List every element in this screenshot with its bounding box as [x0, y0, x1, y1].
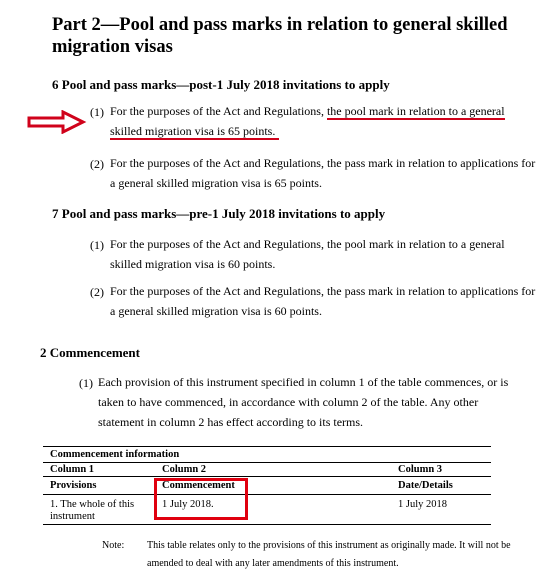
- cell-date: 1 July 2018: [398, 499, 448, 510]
- table-caption-row: [43, 447, 491, 463]
- s2-p1-line2: taken to have commenced, in accordance with column 2 of the table. Any other: [98, 395, 479, 409]
- note-line2: amended to deal with any later amendments of this instrument.: [147, 558, 399, 569]
- cell-provision: 1. The whole of this instrument: [50, 499, 135, 522]
- red-highlight-box: [154, 478, 248, 520]
- s2-p1-number: (1): [79, 376, 93, 390]
- s7-p2-line2: a general skilled migration visa is 60 points.: [110, 304, 322, 318]
- part-title: [52, 14, 532, 58]
- header-commencement: Commencement: [162, 480, 235, 491]
- s7-p1-number: (1): [90, 238, 104, 252]
- note-label: Note:: [102, 540, 125, 551]
- table-caption: Commencement information: [50, 449, 180, 460]
- s7-p2-text: [110, 281, 540, 321]
- s6-p1-line1-pre: For the purposes of the Act and Regulations,: [110, 104, 327, 118]
- table-header-row: [43, 477, 491, 495]
- s6-p2-number: (2): [90, 157, 104, 171]
- section-2-heading: 2 Commencement: [40, 345, 140, 360]
- s7-p1-line2: skilled migration visa is 60 points.: [110, 257, 276, 271]
- s2-p1-line1: Each provision of this instrument specified in column 1 of the table commences, or is: [98, 375, 509, 389]
- table-column-label-row: [43, 463, 491, 477]
- s6-p1-highlight-line2: skilled migration visa is 65 points.: [110, 124, 279, 140]
- s2-p1-text: [98, 372, 538, 432]
- cell-commencement: 1 July 2018.: [162, 499, 214, 510]
- part-title-line2: migration visas: [52, 37, 173, 57]
- s7-p1-line1: For the purposes of the Act and Regulations, the pool mark in relation to a general: [110, 237, 505, 251]
- s7-p1-text: [110, 234, 530, 274]
- s2-p1-line3: statement in column 2 has effect according to its terms.: [98, 415, 364, 429]
- s6-p2-line2: a general skilled migration visa is 65 points.: [110, 176, 322, 190]
- s7-p2-number: (2): [90, 285, 104, 299]
- header-provisions: Provisions: [50, 480, 97, 491]
- s6-p2-text: [110, 153, 540, 193]
- s6-p2-line1: For the purposes of the Act and Regulations, the pass mark in relation to applications for: [110, 156, 536, 170]
- s6-p1-text: [110, 101, 530, 141]
- table-row: [43, 495, 491, 525]
- note-line1: This table relates only to the provisions of this instrument as originally made. It will not be: [147, 540, 511, 551]
- section-7-heading: 7 Pool and pass marks—pre-1 July 2018 invitations to apply: [52, 206, 386, 221]
- s7-p2-line1: For the purposes of the Act and Regulations, the pass mark in relation to applications for: [110, 284, 536, 298]
- s6-p1-highlight: the pool mark in relation to a general: [326, 104, 505, 118]
- header-date-details: Date/Details: [398, 480, 453, 491]
- note-text: [147, 537, 547, 573]
- col-label-3: Column 3: [398, 464, 443, 475]
- commencement-table: [43, 446, 491, 525]
- section-6-heading: 6 Pool and pass marks—post-1 July 2018 invitations to apply: [52, 77, 390, 92]
- s6-p1-number: (1): [90, 105, 104, 119]
- part-title-line1: Part 2—Pool and pass marks in relation to general skilled: [52, 15, 508, 35]
- col-label-1: Column 1: [50, 464, 95, 475]
- arrow-annotation-icon: [27, 110, 87, 134]
- col-label-2: Column 2: [162, 464, 207, 475]
